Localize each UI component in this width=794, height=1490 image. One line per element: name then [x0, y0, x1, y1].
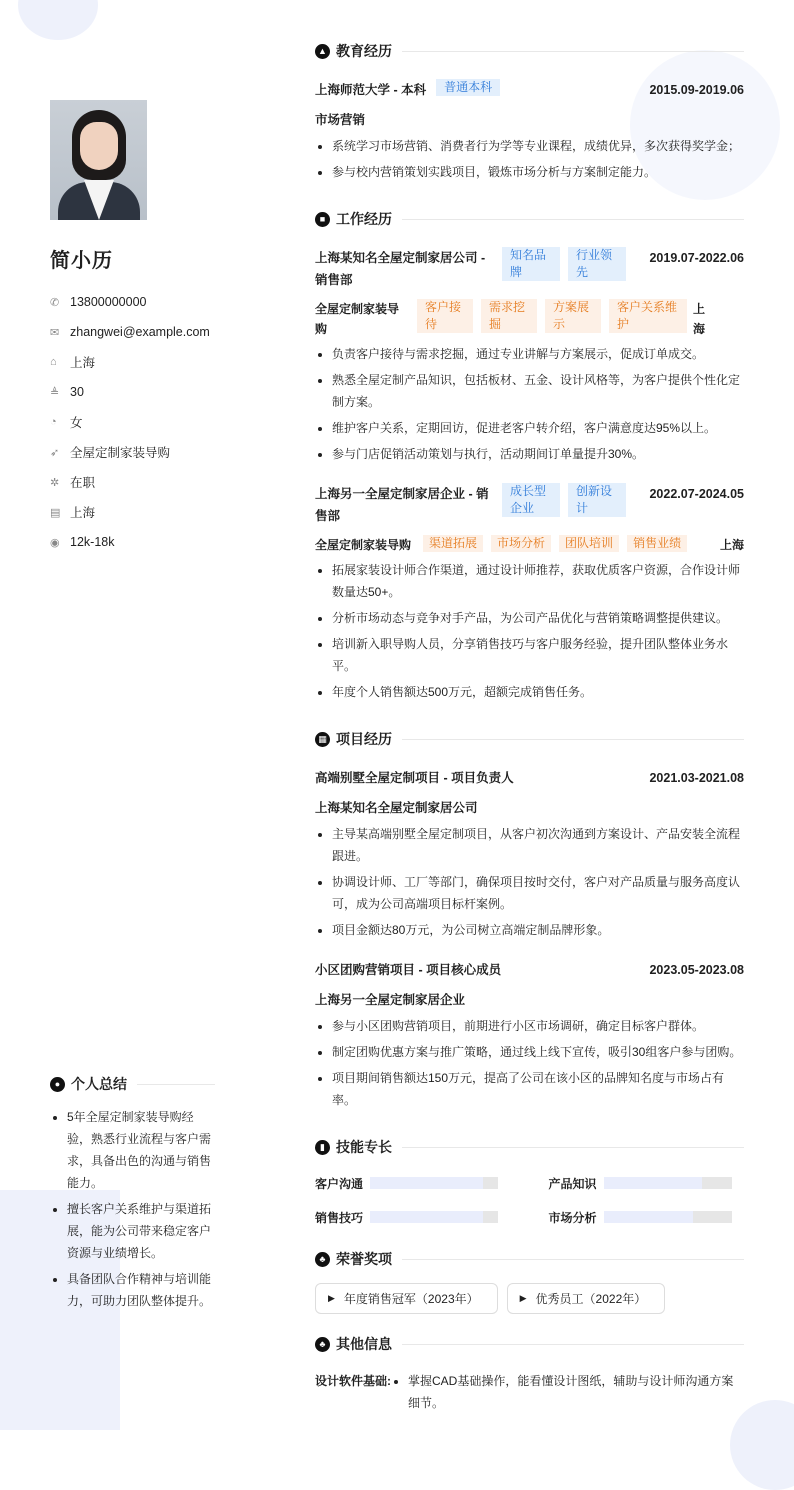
skill-item: [315, 1207, 511, 1227]
send-icon: ➶: [50, 446, 60, 459]
company: 上海另一全屋定制家居企业 - 销售部: [315, 487, 489, 523]
skill-bar: [604, 1211, 732, 1223]
skill-name: 销售技巧: [315, 1210, 364, 1225]
list-item: 系统学习市场营销、消费者行为学等专业课程，成绩优异，多次获得奖学金；: [315, 135, 744, 157]
skill-item: [549, 1173, 745, 1193]
list-item: 参与校内营销策划实践项目，锻炼市场分析与方案制定能力。: [315, 161, 744, 183]
section-title: 技能专长: [336, 1139, 392, 1155]
info-value: 全屋定制家装导购: [70, 446, 171, 460]
skill-bar-fill: [604, 1177, 703, 1189]
company: 上海另一全屋定制家居企业: [315, 993, 466, 1007]
skill-tag: 客户关系维护: [609, 299, 687, 333]
section-title: 荣誉奖项: [336, 1251, 392, 1267]
other-label: 设计软件基础:: [315, 1374, 391, 1388]
skill-bar: [370, 1177, 498, 1189]
list-item: 主导某高端别墅全屋定制项目，从客户初次沟通到方案设计、产品安装全流程跟进。: [315, 823, 744, 867]
award-label: 优秀员工（2022年）: [535, 1292, 647, 1306]
school: 上海师范大学 - 本科: [315, 83, 427, 97]
section-title: 个人总结: [71, 1076, 127, 1092]
skill-bar: [370, 1211, 498, 1223]
list-item: 分析市场动态与竞争对手产品，为公司产品优化与营销策略调整提供建议。: [315, 607, 744, 629]
job-entry: [315, 483, 744, 703]
project-section: [315, 729, 744, 1111]
info-row: [50, 497, 215, 527]
list-item: 维护客户关系，定期回访，促进老客户转介绍，客户满意度达95%以上。: [315, 417, 744, 439]
date: 2021.03-2021.08: [649, 771, 744, 785]
skill-tag: 市场分析: [491, 535, 551, 552]
trophy-icon: ♣: [315, 1252, 330, 1267]
grid-icon: ▦: [315, 732, 330, 747]
section-title: 其他信息: [336, 1336, 392, 1352]
building-icon: ▤: [50, 506, 61, 519]
list-item: 制定团购优惠方案与推广策略，通过线上线下宣传，吸引30组客户参与团购。: [315, 1041, 744, 1063]
section-title: 项目经历: [336, 731, 392, 747]
date: 2015.09-2019.06: [649, 83, 744, 97]
cake-icon: ≜: [50, 386, 60, 399]
name: 简小历: [50, 250, 113, 272]
skill-name: 市场分析: [548, 1210, 597, 1225]
list-item: 参与门店促销活动策划与执行，活动期间订单量提升30%。: [315, 443, 744, 465]
divider: [402, 1344, 744, 1345]
skill-name: 客户沟通: [315, 1176, 364, 1191]
list-item: 培训新入职导购人员，分享销售技巧与客户服务经验，提升团队整体业务水平。: [315, 633, 744, 677]
company: 上海某知名全屋定制家居公司: [315, 801, 478, 815]
play-icon: ▶: [328, 1293, 335, 1303]
list-item: 5年全屋定制家装导购经验，熟悉行业流程与客户需求，具备出色的沟通与销售能力。: [50, 1106, 215, 1194]
job-entry: [315, 247, 744, 465]
gender-icon: ◔: [50, 416, 57, 428]
info-row: [50, 287, 215, 317]
award-label: 年度销售冠军（2023年）: [343, 1292, 479, 1306]
status-icon: ✲: [50, 476, 60, 489]
main-content: [315, 41, 744, 1440]
list-item: 参与小区团购营销项目，前期进行小区市场调研，确定目标客户群体。: [315, 1015, 744, 1037]
tag: 创新设计: [568, 483, 626, 517]
list-item: 协调设计师、工厂等部门，确保项目按时交付，客户对产品质量与服务高度认可，成为公司高端项目标杆案例。: [315, 871, 744, 915]
project-header: [315, 767, 744, 789]
skill-item: [549, 1207, 745, 1227]
project-name: 高端别墅全屋定制项目 - 项目负责人: [315, 771, 514, 785]
section-title: 工作经历: [336, 211, 392, 227]
info-row: [50, 377, 215, 407]
bullet-list: [315, 343, 744, 465]
skill-bar: [604, 1177, 732, 1189]
sidebar: [50, 100, 215, 1312]
city: 上海: [693, 302, 706, 336]
tag: 知名品牌: [502, 247, 560, 281]
info-row: [50, 437, 215, 467]
skill-tag: 团队培训: [559, 535, 619, 552]
divider: [402, 1259, 744, 1260]
role-row: [315, 535, 744, 555]
info-row: [50, 407, 215, 437]
divider: [137, 1084, 215, 1085]
tag: 成长型企业: [502, 483, 560, 517]
info-value: 女: [70, 416, 83, 430]
info-row: [50, 317, 215, 347]
tag: 普通本科: [436, 79, 500, 96]
divider: [402, 219, 744, 220]
salary-icon: ◉: [50, 536, 60, 549]
info-value: 上海: [70, 356, 96, 370]
summary-section: [50, 1074, 215, 1312]
job-header: [315, 247, 744, 291]
project-name: 小区团购营销项目 - 项目核心成员: [315, 963, 502, 977]
role-row: [315, 299, 744, 339]
list-item: 掌握CAD基础操作，能看懂设计图纸，辅助与设计师沟通方案细节。: [391, 1370, 744, 1414]
skills-section: [315, 1137, 744, 1227]
bullet-list: [315, 823, 744, 941]
list-item: 项目金额达80万元，为公司树立高端定制品牌形象。: [315, 919, 744, 941]
divider: [402, 739, 744, 740]
play-icon: ▶: [519, 1293, 527, 1303]
role: 全屋定制家装导购: [315, 302, 400, 336]
bullet-list: [315, 559, 744, 703]
skill-tag: 销售业绩: [627, 535, 687, 552]
divider: [402, 51, 744, 52]
tag: 行业领先: [568, 247, 626, 281]
honors-section: [315, 1249, 744, 1314]
phone-icon: ✆: [50, 296, 60, 309]
skill-tag: 需求挖掘: [481, 299, 537, 333]
project-entry: [315, 767, 744, 941]
info-value: zhangwei@example.com: [70, 325, 210, 339]
list-item: 擅长客户关系维护与渠道拓展，能为公司带来稳定客户资源与业绩增长。: [50, 1198, 215, 1264]
contact-info: [50, 287, 215, 557]
user-icon: ●: [50, 1077, 65, 1092]
skill-tag: 客户接待: [417, 299, 473, 333]
home-icon: ⌂: [50, 356, 57, 368]
info-value: 12k-18k: [70, 535, 115, 549]
list-item: 年度个人销售额达500万元，超额完成销售任务。: [315, 681, 744, 703]
project-entry: [315, 959, 744, 1111]
education-section: [315, 41, 744, 183]
graduation-cap-icon: ▲: [315, 44, 330, 59]
info-row: [50, 467, 215, 497]
briefcase-icon: ■: [315, 212, 330, 227]
other-section: [315, 1334, 744, 1414]
skill-tag: 渠道拓展: [423, 535, 483, 552]
list-item: 熟悉全屋定制产品知识，包括板材、五金、设计风格等，为客户提供个性化定制方案。: [315, 369, 744, 413]
skill-bar-fill: [370, 1177, 483, 1189]
work-section: [315, 209, 744, 703]
info-row: [50, 347, 215, 377]
list-item: 具备团队合作精神与培训能力，可助力团队整体提升。: [50, 1268, 215, 1312]
avatar: [50, 100, 147, 220]
job-header: [315, 483, 744, 527]
mail-icon: ✉: [50, 326, 60, 339]
date: 2022.07-2024.05: [649, 487, 744, 501]
award-item[interactable]: [315, 1283, 498, 1314]
list-item: 拓展家装设计师合作渠道，通过设计师推荐，获取优质客户资源，合作设计师数量达50+。: [315, 559, 744, 603]
info-value: 上海: [70, 506, 96, 520]
award-item[interactable]: [507, 1283, 666, 1314]
date: 2019.07-2022.06: [649, 251, 744, 265]
divider: [402, 1147, 744, 1148]
city: 上海: [719, 538, 744, 552]
info-icon: ♣: [315, 1337, 330, 1352]
decoration: [18, 0, 98, 40]
skill-bar-fill: [604, 1211, 694, 1223]
info-value: 30: [70, 385, 84, 399]
role: 全屋定制家装导购: [315, 538, 412, 552]
project-header: [315, 959, 744, 981]
section-title: 教育经历: [336, 43, 392, 59]
skill-name: 产品知识: [548, 1176, 597, 1191]
list-item: 项目期间销售额达150万元，提高了公司在该小区的品牌知名度与市场占有率。: [315, 1067, 744, 1111]
major: 市场营销: [315, 113, 366, 127]
skill-bar-fill: [370, 1211, 483, 1223]
info-value: 在职: [70, 476, 96, 490]
info-value: 13800000000: [70, 295, 147, 309]
skill-tag: 方案展示: [545, 299, 601, 333]
company: 上海某知名全屋定制家居公司 - 销售部: [315, 251, 486, 287]
chart-icon: ▮: [315, 1140, 330, 1155]
info-row: [50, 527, 215, 557]
date: 2023.05-2023.08: [649, 963, 744, 977]
bullet-list: [315, 1015, 744, 1111]
skill-item: [315, 1173, 511, 1193]
list-item: 负责客户接待与需求挖掘，通过专业讲解与方案展示，促成订单成交。: [315, 343, 744, 365]
